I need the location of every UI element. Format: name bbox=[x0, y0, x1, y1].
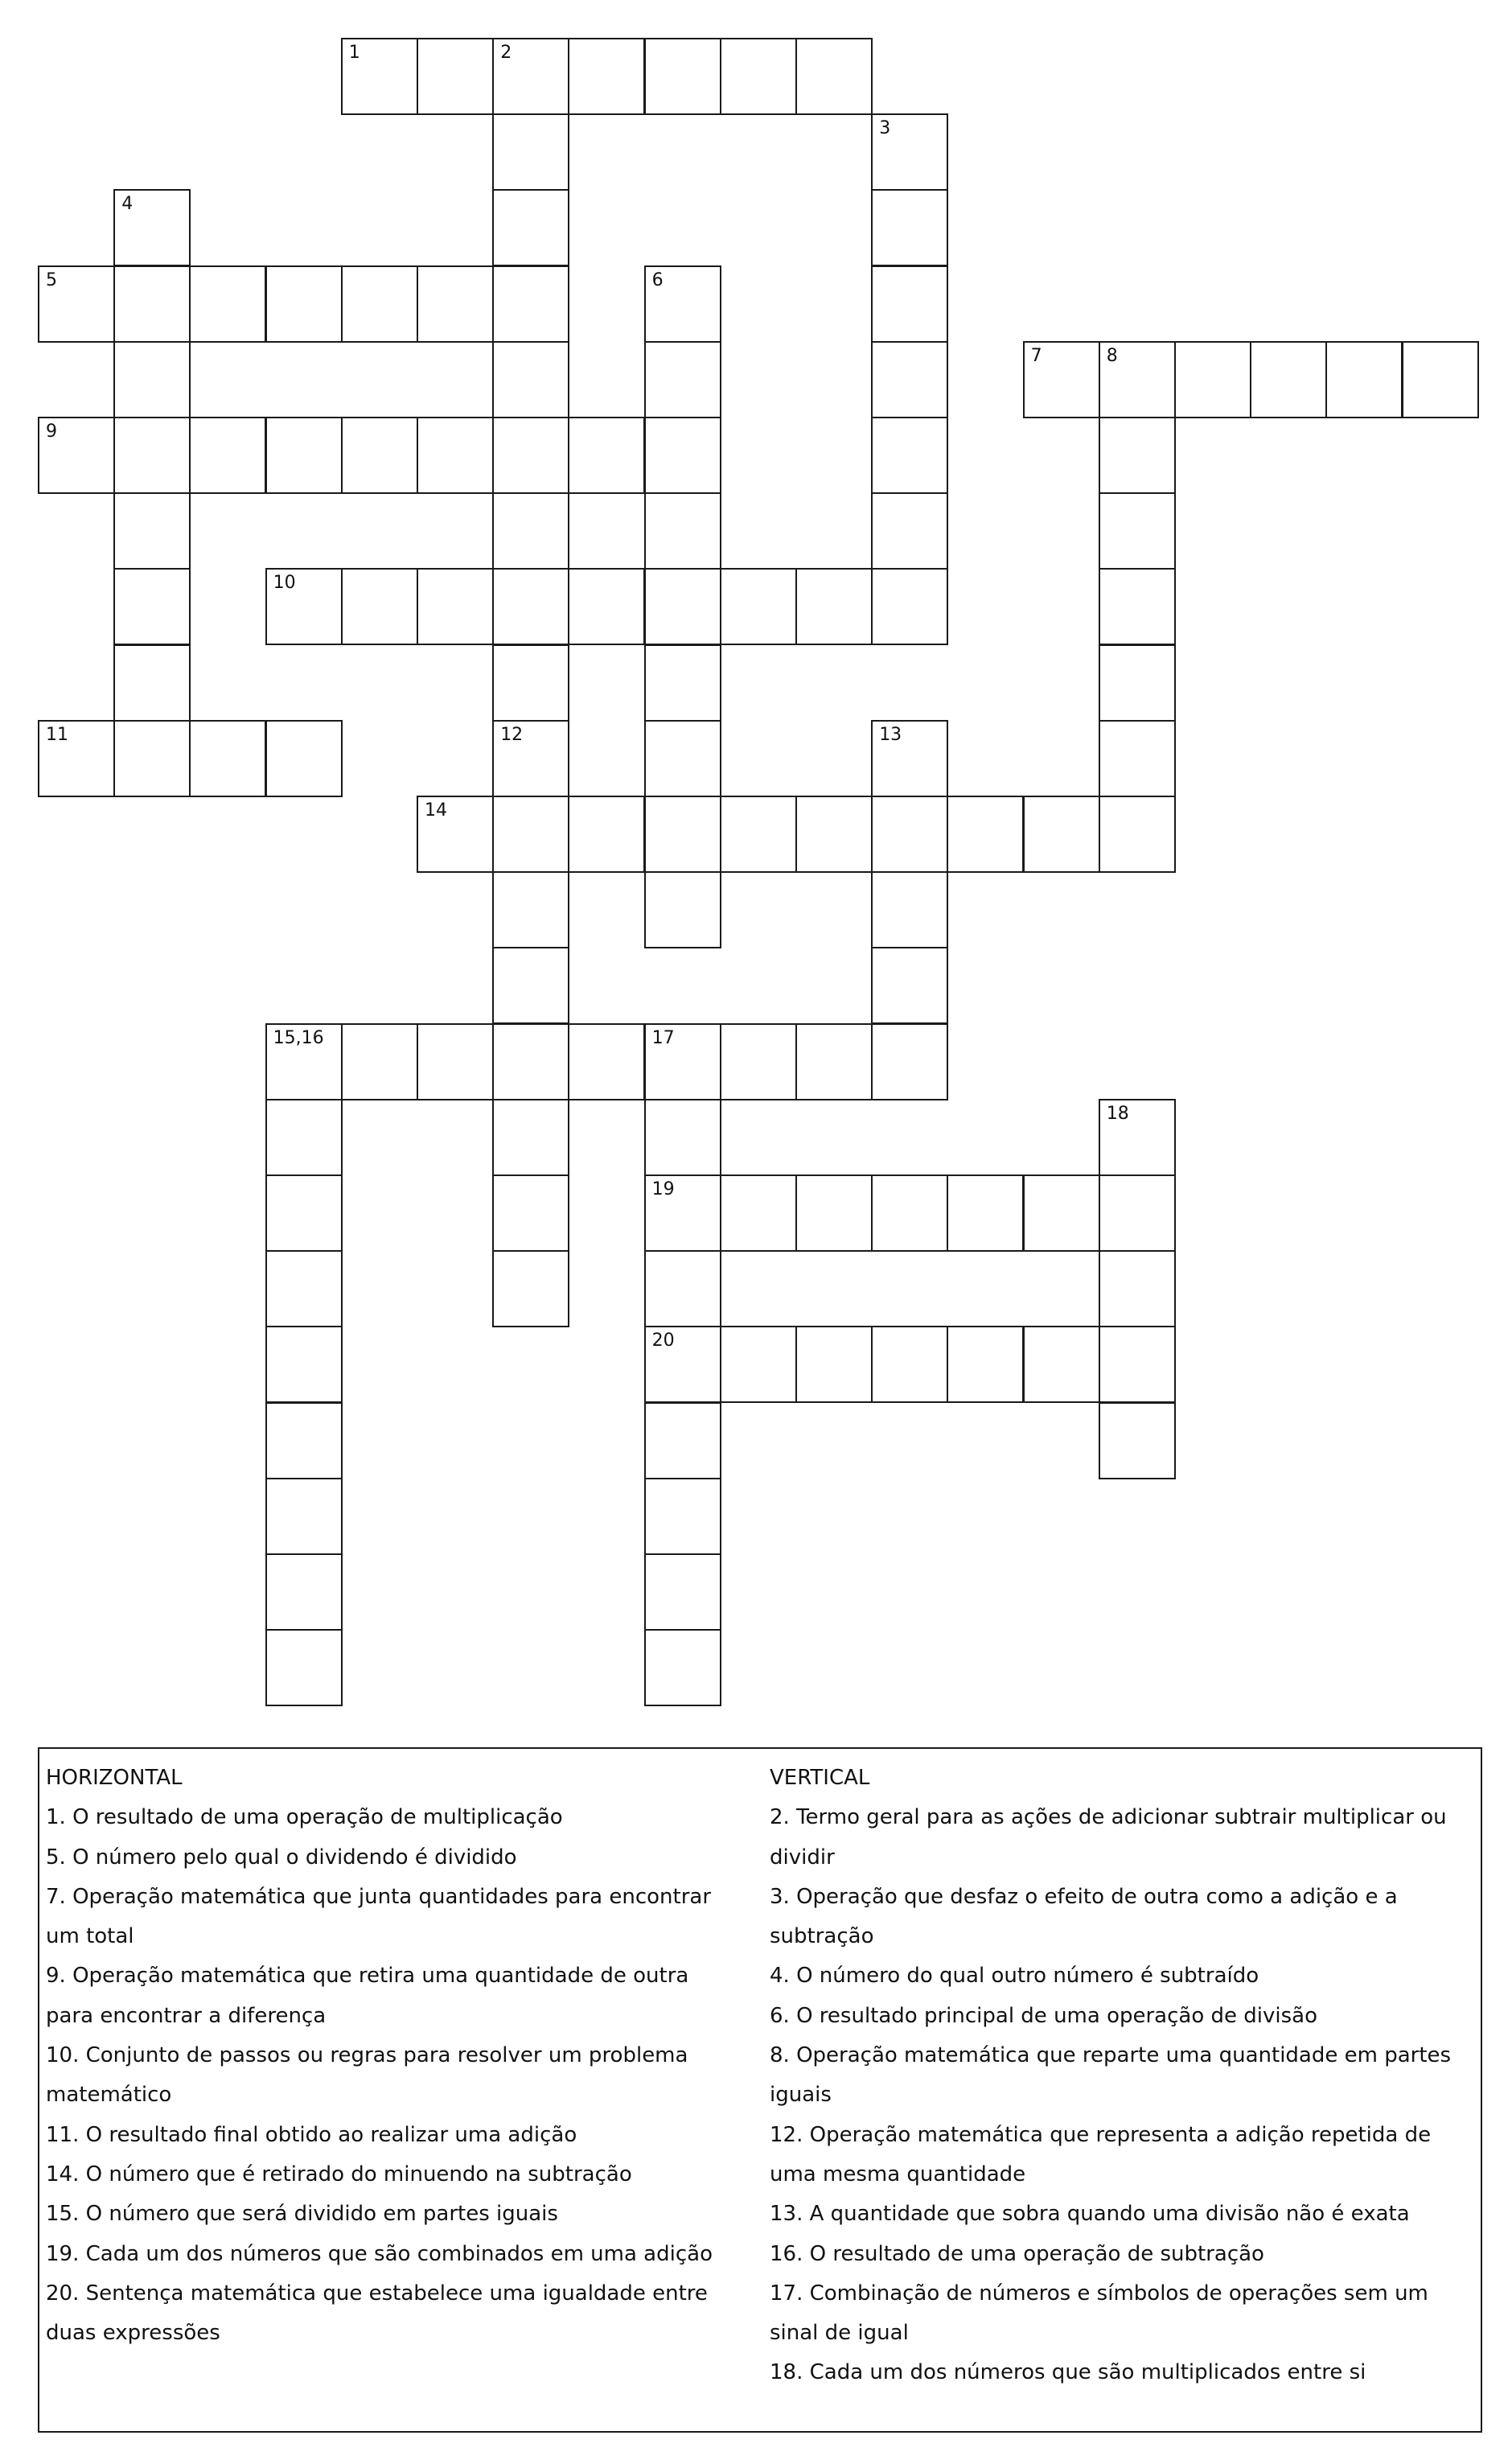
grid-cell[interactable] bbox=[644, 1023, 721, 1100]
grid-cell[interactable] bbox=[341, 1023, 418, 1100]
grid-cell[interactable] bbox=[265, 1174, 343, 1252]
grid-cell[interactable] bbox=[265, 568, 343, 645]
grid-cell[interactable] bbox=[265, 1553, 343, 1631]
grid-cell[interactable] bbox=[492, 341, 569, 418]
grid-cell[interactable] bbox=[871, 720, 948, 797]
grid-cell[interactable] bbox=[492, 1250, 569, 1327]
grid-cell[interactable] bbox=[113, 568, 191, 645]
grid-cell[interactable] bbox=[1023, 341, 1100, 418]
clue-line: sinal de igual bbox=[770, 2321, 909, 2346]
grid-cell[interactable] bbox=[265, 1023, 343, 1100]
grid-cell[interactable] bbox=[947, 1326, 1024, 1403]
grid-cell[interactable] bbox=[113, 341, 191, 418]
grid-cell[interactable] bbox=[644, 1553, 721, 1631]
grid-cell[interactable] bbox=[265, 265, 343, 343]
grid-cell[interactable] bbox=[265, 417, 343, 494]
grid-cell[interactable] bbox=[38, 265, 115, 343]
grid-cell[interactable] bbox=[644, 265, 721, 343]
grid-cell[interactable] bbox=[720, 38, 797, 115]
grid-cell[interactable] bbox=[1099, 492, 1176, 570]
grid-cell[interactable] bbox=[644, 1629, 721, 1706]
grid-cell[interactable] bbox=[417, 1023, 494, 1100]
grid-cell[interactable] bbox=[644, 720, 721, 797]
grid-cell[interactable] bbox=[1023, 796, 1100, 873]
grid-cell[interactable] bbox=[265, 1326, 343, 1403]
clue-number: 20 bbox=[651, 1331, 675, 1351]
grid-cell[interactable] bbox=[871, 113, 948, 191]
grid-cell[interactable] bbox=[568, 38, 645, 115]
clue-line: 17. Combinação de números e símbolos de operações sem um bbox=[770, 2281, 1428, 2306]
grid-cell[interactable] bbox=[417, 417, 494, 494]
grid-cell[interactable] bbox=[341, 265, 418, 343]
grid-cell[interactable] bbox=[265, 1099, 343, 1176]
grid-cell[interactable] bbox=[871, 265, 948, 343]
grid-cell[interactable] bbox=[1099, 644, 1176, 722]
clue-number: 1 bbox=[348, 43, 360, 63]
clue-line: 15. O número que será dividido em partes iguais bbox=[46, 2202, 558, 2227]
clues-box bbox=[38, 1747, 1482, 2433]
grid-cell[interactable] bbox=[644, 796, 721, 873]
grid-cell[interactable] bbox=[492, 265, 569, 343]
clue-line: subtração bbox=[770, 1924, 874, 1949]
grid-cell[interactable] bbox=[1099, 1402, 1176, 1479]
grid-cell[interactable] bbox=[417, 38, 494, 115]
clue-number: 8 bbox=[1106, 345, 1118, 366]
grid-cell[interactable] bbox=[644, 871, 721, 948]
grid-cell[interactable] bbox=[1099, 341, 1176, 418]
grid-cell[interactable] bbox=[644, 644, 721, 722]
clue-number: 2 bbox=[500, 43, 512, 63]
grid-cell[interactable] bbox=[492, 492, 569, 570]
grid-cell[interactable] bbox=[265, 1250, 343, 1327]
grid-cell[interactable] bbox=[1250, 341, 1327, 418]
clue-line: dividir bbox=[770, 1845, 835, 1870]
grid-cell[interactable] bbox=[644, 417, 721, 494]
grid-cell[interactable] bbox=[38, 417, 115, 494]
clue-line: duas expressões bbox=[46, 2321, 220, 2346]
grid-cell[interactable] bbox=[492, 871, 569, 948]
clue-line: iguais bbox=[770, 2083, 832, 2108]
grid-cell[interactable] bbox=[871, 341, 948, 418]
clue-number: 13 bbox=[879, 724, 902, 745]
clue-number: 12 bbox=[500, 724, 524, 745]
grid-cell[interactable] bbox=[871, 189, 948, 266]
grid-cell[interactable] bbox=[417, 796, 494, 873]
vertical-clues bbox=[770, 1759, 1477, 2393]
clue-line: 10. Conjunto de passos ou regras para resolver um problema bbox=[46, 2043, 688, 2068]
clue-number: 15,16 bbox=[273, 1027, 324, 1048]
grid-cell[interactable] bbox=[492, 189, 569, 266]
grid-cell[interactable] bbox=[644, 341, 721, 418]
grid-cell[interactable] bbox=[795, 1174, 873, 1252]
clue-line: 20. Sentença matemática que estabelece uma igualdade entre bbox=[46, 2281, 708, 2306]
grid-cell[interactable] bbox=[720, 1023, 797, 1100]
clue-line: 8. Operação matemática que reparte uma quantidade em partes bbox=[770, 2043, 1452, 2068]
clue-number: 5 bbox=[46, 269, 57, 290]
grid-cell[interactable] bbox=[644, 1402, 721, 1479]
grid-cell[interactable] bbox=[1099, 568, 1176, 645]
grid-cell[interactable] bbox=[341, 417, 418, 494]
grid-cell[interactable] bbox=[795, 568, 873, 645]
grid-cell[interactable] bbox=[871, 947, 948, 1024]
clue-line: 14. O número que é retirado do minuendo na subtração bbox=[46, 2162, 632, 2186]
grid-cell[interactable] bbox=[947, 1174, 1024, 1252]
clue-number: 17 bbox=[651, 1027, 675, 1048]
grid-cell[interactable] bbox=[871, 871, 948, 948]
grid-cell[interactable] bbox=[189, 720, 266, 797]
clue-line: 18. Cada um dos números que são multiplicados entre si bbox=[770, 2360, 1366, 2385]
grid-cell[interactable] bbox=[265, 720, 343, 797]
grid-cell[interactable] bbox=[113, 492, 191, 570]
grid-cell[interactable] bbox=[417, 568, 494, 645]
grid-cell[interactable] bbox=[113, 417, 191, 494]
clue-number: 7 bbox=[1030, 345, 1042, 366]
grid-cell[interactable] bbox=[492, 644, 569, 722]
grid-cell[interactable] bbox=[1099, 1326, 1176, 1403]
clue-number: 19 bbox=[651, 1179, 675, 1199]
grid-cell[interactable] bbox=[189, 265, 266, 343]
grid-cell[interactable] bbox=[341, 38, 418, 115]
grid-cell[interactable] bbox=[644, 492, 721, 570]
clue-number: 11 bbox=[46, 724, 68, 745]
grid-cell[interactable] bbox=[113, 189, 191, 266]
clue-line: uma mesma quantidade bbox=[770, 2162, 1026, 2186]
grid-cell[interactable] bbox=[1174, 341, 1251, 418]
clue-line: matemático bbox=[46, 2083, 172, 2108]
clue-number: 10 bbox=[273, 573, 296, 594]
horizontal-title: HORIZONTAL bbox=[46, 1766, 183, 1790]
grid-cell[interactable] bbox=[795, 1326, 873, 1403]
grid-cell[interactable] bbox=[871, 417, 948, 494]
grid-cell[interactable] bbox=[568, 417, 645, 494]
clue-line: 6. O resultado principal de uma operação de divisão bbox=[770, 2003, 1317, 2028]
grid-cell[interactable] bbox=[265, 1478, 343, 1555]
grid-cell[interactable] bbox=[568, 796, 645, 873]
clue-number: 18 bbox=[1106, 1103, 1129, 1124]
grid-cell[interactable] bbox=[720, 1326, 797, 1403]
grid-cell[interactable] bbox=[720, 796, 797, 873]
grid-cell[interactable] bbox=[795, 38, 873, 115]
grid-cell[interactable] bbox=[265, 1402, 343, 1479]
grid-cell[interactable] bbox=[644, 1250, 721, 1327]
grid-cell[interactable] bbox=[1099, 1174, 1176, 1252]
grid-cell[interactable] bbox=[492, 568, 569, 645]
clue-line: 1. O resultado de uma operação de multiplicação bbox=[46, 1805, 563, 1830]
grid-cell[interactable] bbox=[492, 796, 569, 873]
grid-cell[interactable] bbox=[644, 1478, 721, 1555]
horizontal-clues bbox=[46, 1759, 754, 2353]
grid-cell[interactable] bbox=[720, 568, 797, 645]
grid-cell[interactable] bbox=[1099, 720, 1176, 797]
grid-cell[interactable] bbox=[492, 1174, 569, 1252]
grid-cell[interactable] bbox=[492, 38, 569, 115]
grid-cell[interactable] bbox=[1325, 341, 1403, 418]
clue-line: 11. O resultado final obtido ao realizar uma adição bbox=[46, 2122, 577, 2147]
clue-number: 9 bbox=[46, 422, 57, 442]
grid-cell[interactable] bbox=[38, 720, 115, 797]
grid-cell[interactable] bbox=[871, 492, 948, 570]
clue-number: 3 bbox=[879, 118, 891, 139]
clue-number: 4 bbox=[121, 194, 134, 215]
clue-number: 6 bbox=[651, 269, 664, 290]
grid-cell[interactable] bbox=[341, 568, 418, 645]
clue-line: para encontrar a diferença bbox=[46, 2003, 327, 2028]
grid-cell[interactable] bbox=[644, 1099, 721, 1176]
grid-cell[interactable] bbox=[492, 720, 569, 797]
grid-cell[interactable] bbox=[417, 265, 494, 343]
grid-cell[interactable] bbox=[1402, 341, 1479, 418]
clue-number: 14 bbox=[425, 800, 447, 821]
clue-line: 5. O número pelo qual o dividendo é dividido bbox=[46, 1845, 517, 1870]
grid-cell[interactable] bbox=[1023, 1326, 1100, 1403]
clue-line: 4. O número do qual outro número é subtraído bbox=[770, 1964, 1259, 1989]
clue-line: um total bbox=[46, 1924, 134, 1949]
vertical-title: VERTICAL bbox=[770, 1766, 870, 1790]
grid-cell[interactable] bbox=[492, 113, 569, 191]
grid-cell[interactable] bbox=[113, 720, 191, 797]
grid-cell[interactable] bbox=[871, 568, 948, 645]
clue-line: 13. A quantidade que sobra quando uma divisão não é exata bbox=[770, 2202, 1410, 2227]
grid-cell[interactable] bbox=[720, 1174, 797, 1252]
clue-line: 2. Termo geral para as ações de adicionar subtrair multiplicar ou bbox=[770, 1805, 1447, 1830]
grid-cell[interactable] bbox=[1023, 1174, 1100, 1252]
clue-line: 3. Operação que desfaz o efeito de outra como a adição e a bbox=[770, 1884, 1398, 1909]
grid-cell[interactable] bbox=[871, 796, 948, 873]
grid-cell[interactable] bbox=[113, 265, 191, 343]
grid-cell[interactable] bbox=[1099, 1250, 1176, 1327]
clue-line: 7. Operação matemática que junta quantidades para encontrar bbox=[46, 1884, 712, 1909]
grid-cell[interactable] bbox=[871, 1023, 948, 1100]
clue-line: 16. O resultado de uma operação de subtração bbox=[770, 2241, 1264, 2266]
grid-cell[interactable] bbox=[644, 1326, 721, 1403]
clue-line: 12. Operação matemática que representa a adição repetida de bbox=[770, 2122, 1432, 2147]
grid-cell[interactable] bbox=[189, 417, 266, 494]
grid-cell[interactable] bbox=[492, 1099, 569, 1176]
grid-cell[interactable] bbox=[568, 1023, 645, 1100]
grid-cell[interactable] bbox=[871, 1326, 948, 1403]
grid-cell[interactable] bbox=[644, 1174, 721, 1252]
grid-cell[interactable] bbox=[1099, 1099, 1176, 1176]
grid-cell[interactable] bbox=[492, 417, 569, 494]
clue-line: 9. Operação matemática que retira uma quantidade de outra bbox=[46, 1964, 689, 1989]
grid-cell[interactable] bbox=[492, 1023, 569, 1100]
grid-cell[interactable] bbox=[644, 568, 721, 645]
grid-cell[interactable] bbox=[492, 947, 569, 1024]
grid-cell[interactable] bbox=[795, 796, 873, 873]
clue-line: 19. Cada um dos números que são combinados em uma adição bbox=[46, 2241, 713, 2266]
grid-cell[interactable] bbox=[568, 568, 645, 645]
grid-cell[interactable] bbox=[644, 38, 721, 115]
grid-cell[interactable] bbox=[795, 1023, 873, 1100]
grid-cell[interactable] bbox=[1099, 417, 1176, 494]
grid-cell[interactable] bbox=[871, 1174, 948, 1252]
grid-cell[interactable] bbox=[113, 644, 191, 722]
grid-cell[interactable] bbox=[1099, 796, 1176, 873]
grid-cell[interactable] bbox=[265, 1629, 343, 1706]
grid-cell[interactable] bbox=[947, 796, 1024, 873]
